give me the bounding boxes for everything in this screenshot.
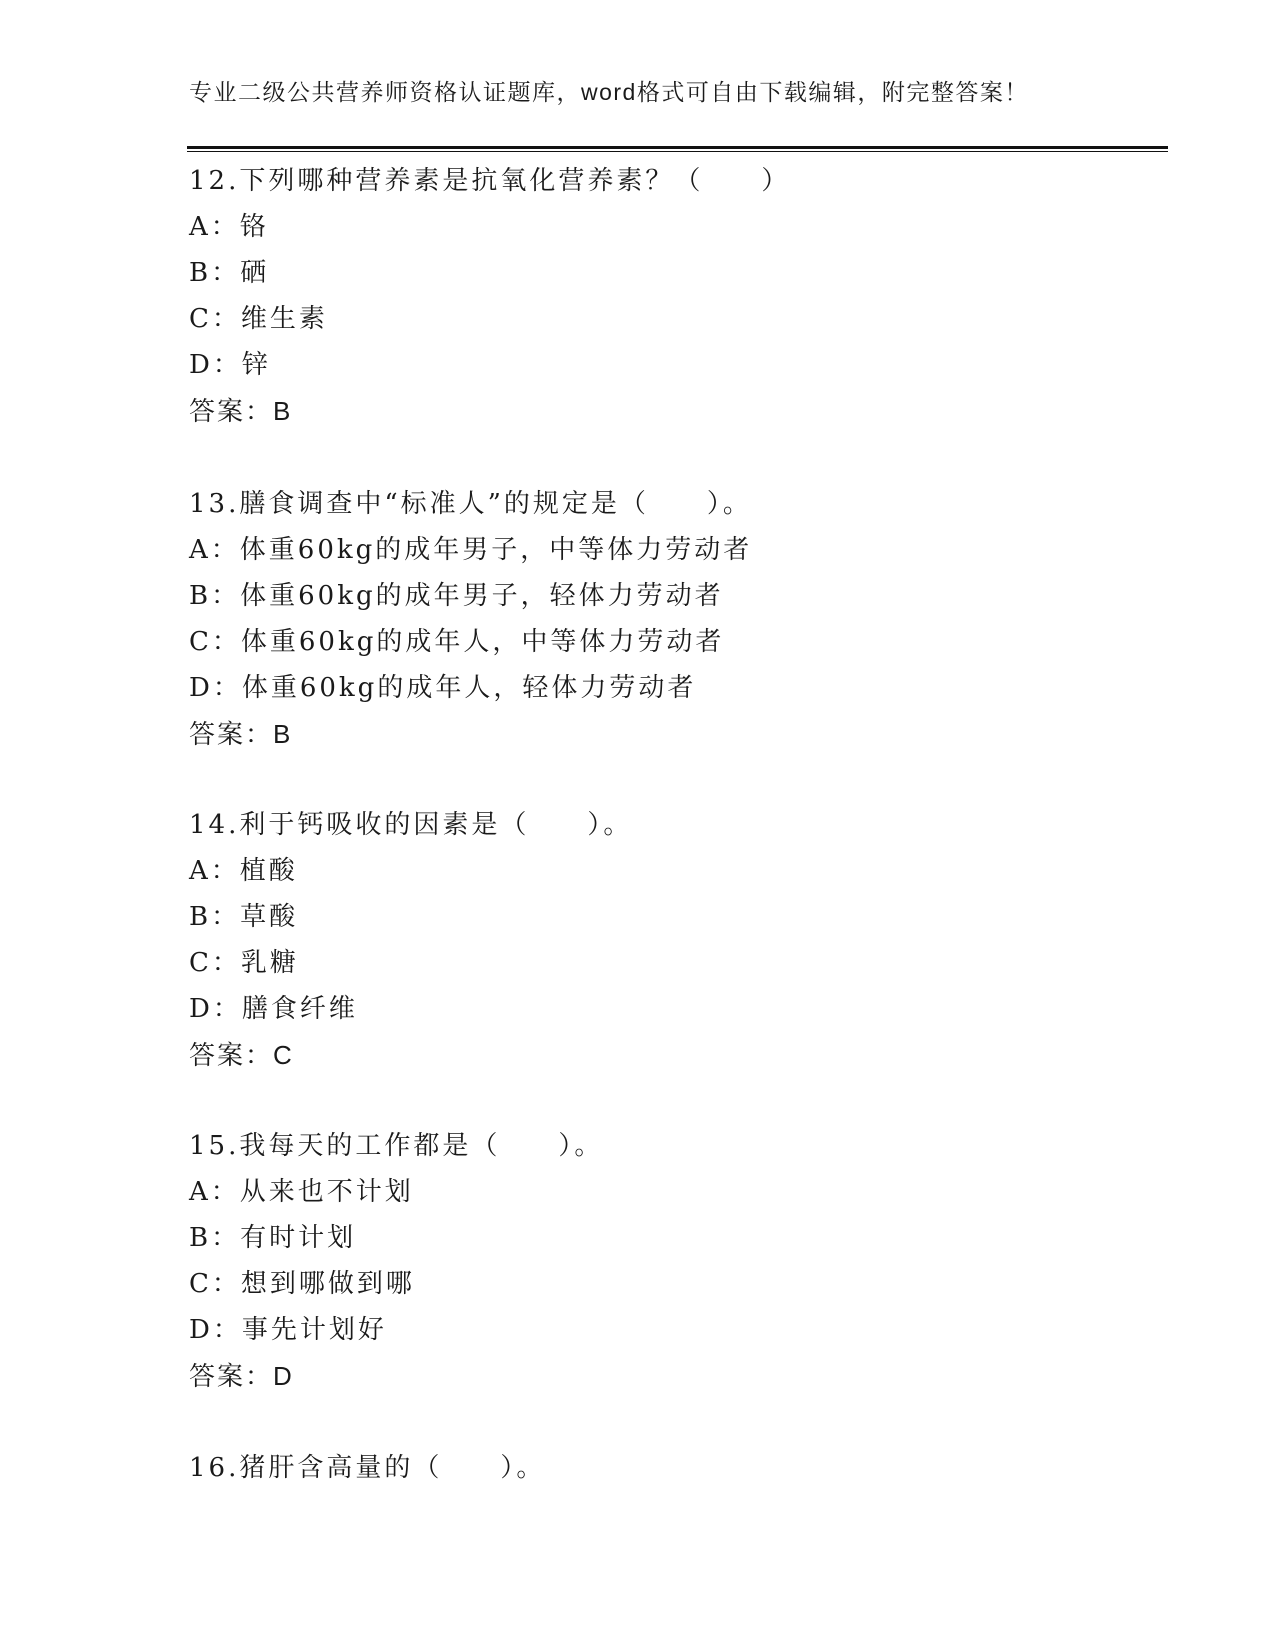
option-b: B：硒 — [189, 258, 270, 288]
question-stem: 14.利于钙吸收的因素是（ ）。 — [189, 810, 633, 840]
option-c: C：维生素 — [189, 304, 328, 334]
question-13 — [189, 481, 1159, 757]
page-header: 专业二级公共营养师资格认证题库，word格式可自由下载编辑，附完整答案！ — [189, 79, 1029, 105]
header-divider — [187, 146, 1168, 149]
option-c: C：乳糖 — [189, 948, 299, 978]
question-12 — [189, 158, 1159, 434]
option-b: B：有时计划 — [189, 1223, 357, 1253]
answer: 答案：C — [189, 1040, 294, 1070]
answer: 答案：D — [189, 1361, 294, 1391]
option-a: A：铬 — [189, 212, 269, 242]
question-stem: 13.膳食调查中“标准人”的规定是（ ）。 — [189, 489, 752, 519]
option-a: A：体重60kg的成年男子，中等体力劳动者 — [189, 535, 753, 565]
option-a: A：植酸 — [189, 856, 298, 886]
option-b: B：体重60kg的成年男子，轻体力劳动者 — [189, 581, 724, 611]
option-d: D：锌 — [189, 350, 271, 380]
option-a: A：从来也不计划 — [189, 1177, 414, 1207]
option-b: B：草酸 — [189, 902, 299, 932]
option-c: C：想到哪做到哪 — [189, 1269, 415, 1299]
question-stem: 15.我每天的工作都是（ ）。 — [189, 1131, 604, 1161]
option-d: D：体重60kg的成年人，轻体力劳动者 — [189, 673, 697, 703]
question-16 — [189, 1445, 1159, 1491]
option-d: D：膳食纤维 — [189, 994, 358, 1024]
answer: 答案：B — [189, 396, 293, 426]
option-d: D：事先计划好 — [189, 1315, 387, 1345]
question-14 — [189, 802, 1159, 1078]
header-divider-thin — [187, 151, 1168, 152]
question-stem: 12.下列哪种营养素是抗氧化营养素？（ ） — [189, 166, 791, 196]
question-15 — [189, 1123, 1159, 1399]
option-c: C：体重60kg的成年人，中等体力劳动者 — [189, 627, 725, 657]
answer: 答案：B — [189, 719, 293, 749]
question-stem: 16.猪肝含高量的（ ）。 — [189, 1453, 546, 1483]
